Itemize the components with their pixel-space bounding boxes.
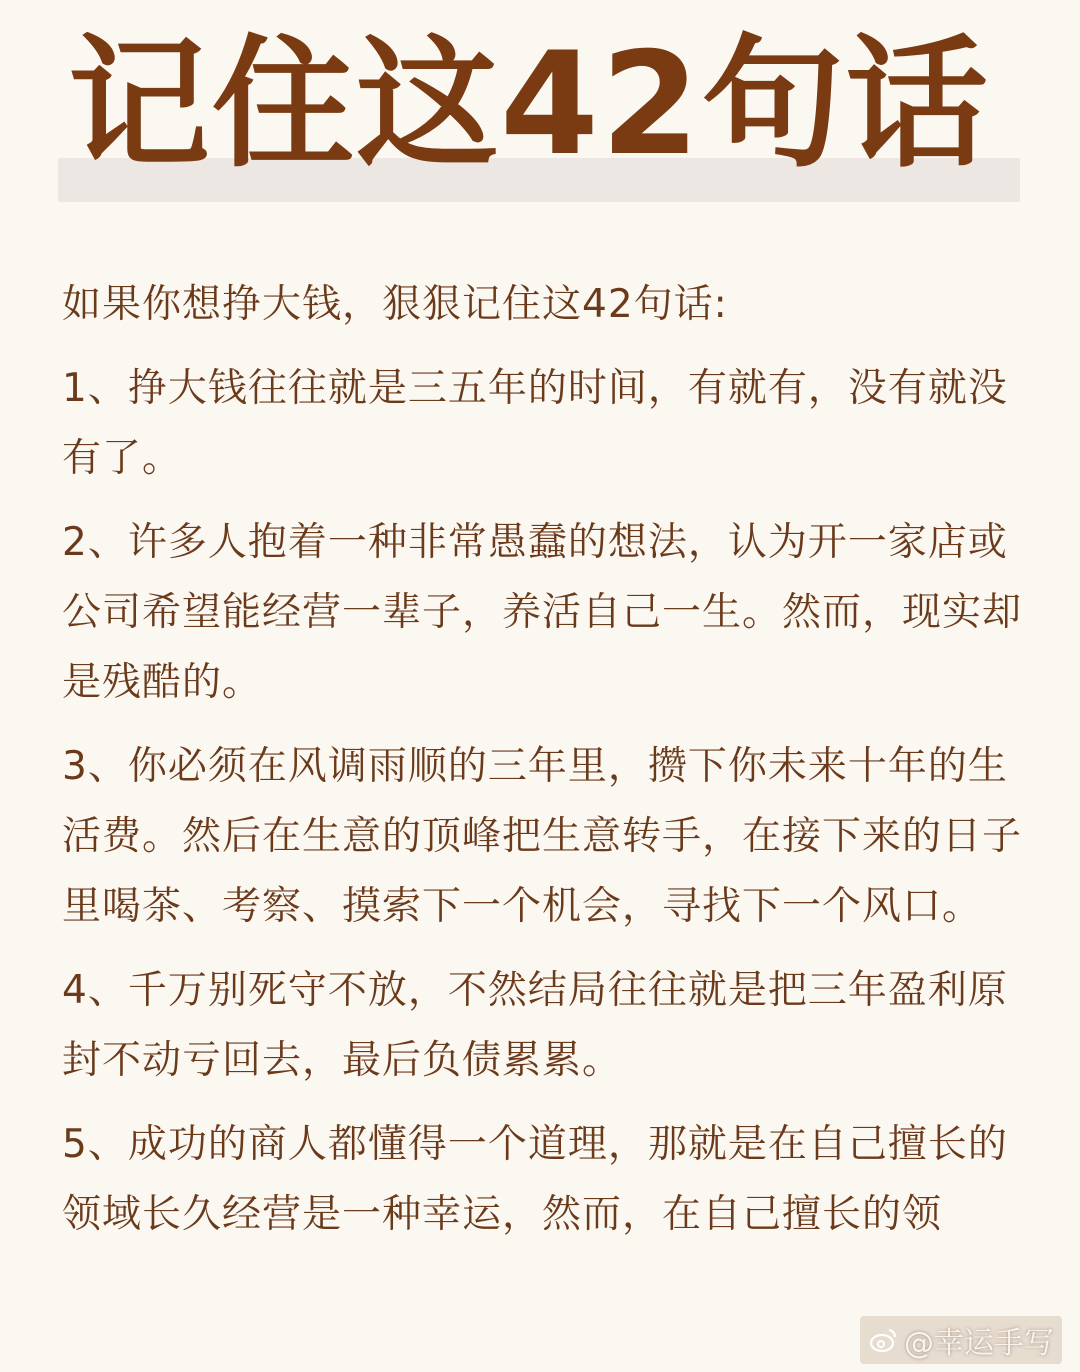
list-item-4: 4、千万别死守不放，不然结局往往就是把三年盈利原封不动亏回去，最后负债累累。	[62, 968, 1008, 1083]
page-title: 记住这42句话	[68, 22, 990, 187]
intro-paragraph: 如果你想挣大钱，狠狠记住这42句话:	[62, 282, 728, 327]
list-item-5: 5、成功的商人都懂得一个道理，那就是在自己擅长的领域长久经营是一种幸运，然而，在自己擅长的领	[62, 1122, 1008, 1237]
list-item-3: 3、你必须在风调雨顺的三年里，攒下你未来十年的生活费。然后在生意的顶峰把生意转手，在接下来的日子里喝茶、考察、摸索下一个机会，寻找下一个风口。	[62, 744, 1023, 929]
watermark	[860, 1316, 1062, 1364]
list-item-1: 1、挣大钱往往就是三五年的时间，有就有，没有就没有了。	[62, 366, 1008, 481]
title-block	[58, 20, 1020, 190]
weibo-logo-icon	[868, 1325, 898, 1355]
list-item-2: 2、许多人抱着一种非常愚蠢的想法，认为开一家店或公司希望能经营一辈子，养活自己一生。然而，现实却是残酷的。	[62, 520, 1023, 705]
watermark-text: @幸运手写	[904, 1326, 1054, 1361]
article-body	[62, 270, 1024, 1264]
